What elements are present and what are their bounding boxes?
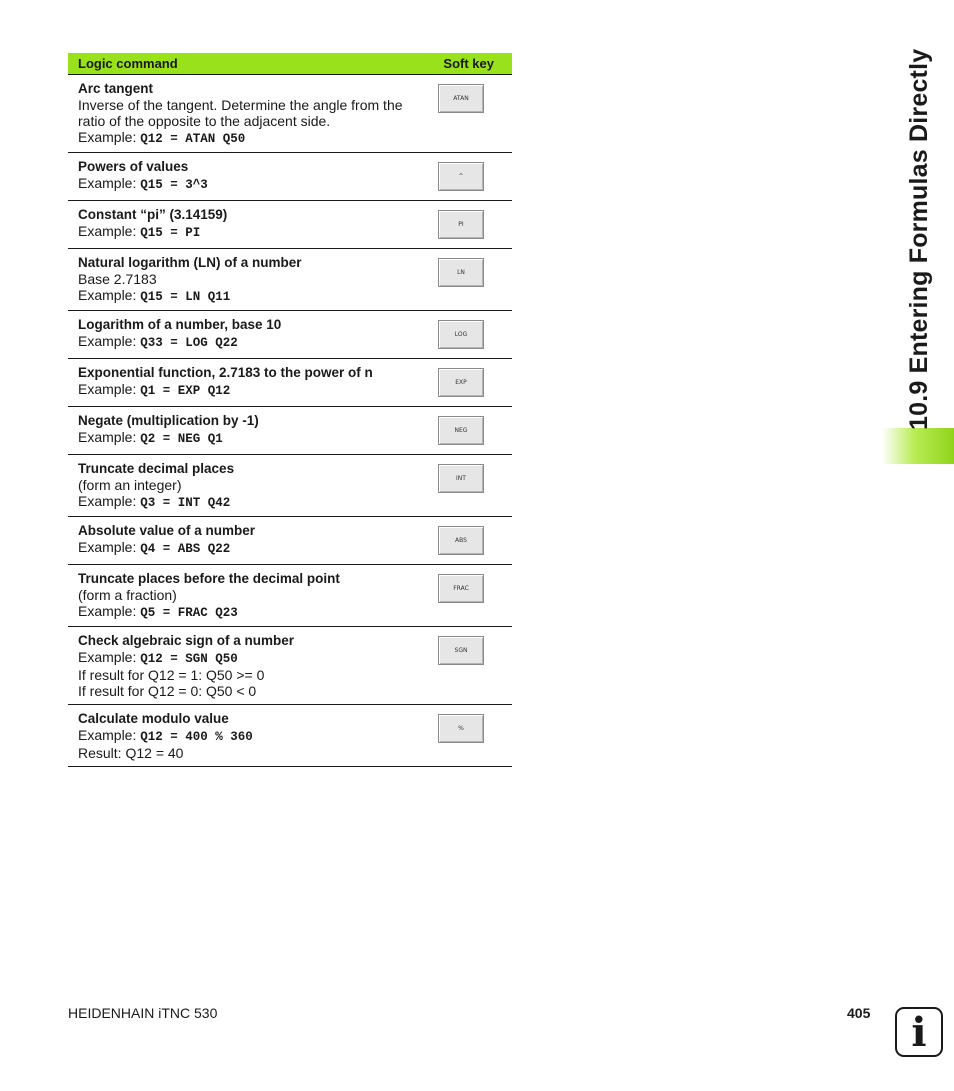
command-title: Truncate places before the decimal point bbox=[78, 571, 340, 586]
command-title: Absolute value of a number bbox=[78, 523, 256, 538]
example-line bbox=[78, 727, 428, 745]
example-code: Q3 = INT Q42 bbox=[140, 496, 231, 510]
command-title: Truncate decimal places bbox=[78, 461, 235, 476]
example-label: Example: bbox=[78, 223, 141, 239]
table-row bbox=[68, 249, 512, 311]
command-description bbox=[78, 207, 428, 241]
command-title: Check algebraic sign of a number bbox=[78, 633, 295, 648]
example-code: Q12 = ATAN Q50 bbox=[140, 132, 246, 146]
table-row bbox=[68, 153, 512, 201]
example-label: Example: bbox=[78, 603, 141, 619]
example-code: Q15 = PI bbox=[140, 226, 201, 240]
command-title: Constant “pi” (3.14159) bbox=[78, 207, 228, 222]
soft-key-pi[interactable]: PI bbox=[438, 210, 484, 239]
example-code: Q5 = FRAC Q23 bbox=[140, 606, 238, 620]
soft-key-exp[interactable]: EXP bbox=[438, 368, 484, 397]
result-line: If result for Q12 = 0: Q50 < 0 bbox=[78, 683, 257, 699]
example-code: Q12 = 400 % 360 bbox=[140, 730, 253, 744]
table-row bbox=[68, 359, 512, 407]
soft-key-sgn[interactable]: SGN bbox=[438, 636, 484, 665]
soft-key-neg[interactable]: NEG bbox=[438, 416, 484, 445]
command-description bbox=[78, 413, 428, 447]
example-label: Example: bbox=[78, 333, 141, 349]
soft-key-abs[interactable]: ABS bbox=[438, 526, 484, 555]
soft-key-atan[interactable]: ATAN bbox=[438, 84, 484, 113]
command-description bbox=[78, 365, 428, 399]
footer-manual-title: HEIDENHAIN iTNC 530 bbox=[68, 1005, 218, 1021]
example-line bbox=[78, 333, 428, 351]
example-line bbox=[78, 493, 428, 511]
example-code: Q2 = NEG Q1 bbox=[140, 432, 223, 446]
command-title: Powers of values bbox=[78, 159, 189, 174]
command-title: Natural logarithm (LN) of a number bbox=[78, 255, 302, 270]
table-row bbox=[68, 627, 512, 705]
command-description bbox=[78, 81, 428, 147]
command-title: Exponential function, 2.7183 to the power of n bbox=[78, 365, 373, 380]
command-description bbox=[78, 159, 428, 193]
command-title: Negate (multiplication by -1) bbox=[78, 413, 259, 428]
soft-key-frac[interactable]: FRAC bbox=[438, 574, 484, 603]
table-header bbox=[68, 53, 512, 75]
example-label: Example: bbox=[78, 649, 141, 665]
example-label: Example: bbox=[78, 727, 141, 743]
soft-key-log[interactable]: LOG bbox=[438, 320, 484, 349]
header-logic-command: Logic command bbox=[78, 56, 178, 71]
example-code: Q15 = LN Q11 bbox=[140, 290, 231, 304]
table-row bbox=[68, 705, 512, 767]
example-label: Example: bbox=[78, 287, 141, 303]
example-code: Q15 = 3^3 bbox=[140, 178, 208, 192]
header-soft-key: Soft key bbox=[443, 56, 494, 71]
example-line bbox=[78, 539, 428, 557]
command-title: Logarithm of a number, base 10 bbox=[78, 317, 282, 332]
example-code: Q1 = EXP Q12 bbox=[140, 384, 231, 398]
example-label: Example: bbox=[78, 493, 141, 509]
description-line: (form a fraction) bbox=[78, 587, 177, 603]
info-icon: i bbox=[895, 1007, 943, 1057]
soft-key-mod[interactable]: % bbox=[438, 714, 484, 743]
example-line bbox=[78, 603, 428, 621]
table-row bbox=[68, 201, 512, 249]
example-line bbox=[78, 129, 428, 147]
description-line: Base 2.7183 bbox=[78, 271, 157, 287]
example-line bbox=[78, 287, 428, 305]
example-line bbox=[78, 175, 428, 193]
command-description bbox=[78, 317, 428, 351]
table-row bbox=[68, 517, 512, 565]
example-label: Example: bbox=[78, 429, 141, 445]
chapter-tab bbox=[882, 428, 954, 464]
example-code: Q4 = ABS Q22 bbox=[140, 542, 231, 556]
result-line: If result for Q12 = 1: Q50 >= 0 bbox=[78, 667, 265, 683]
example-code: Q33 = LOG Q22 bbox=[140, 336, 238, 350]
command-description bbox=[78, 633, 428, 699]
command-description bbox=[78, 711, 428, 761]
table-body bbox=[68, 75, 512, 767]
example-line bbox=[78, 381, 428, 399]
example-label: Example: bbox=[78, 381, 141, 397]
command-description bbox=[78, 461, 428, 511]
example-label: Example: bbox=[78, 175, 141, 191]
soft-key-ln[interactable]: LN bbox=[438, 258, 484, 287]
command-description bbox=[78, 571, 428, 621]
example-label: Example: bbox=[78, 539, 141, 555]
table-row bbox=[68, 311, 512, 359]
command-description bbox=[78, 523, 428, 557]
table-row bbox=[68, 565, 512, 627]
table-row bbox=[68, 75, 512, 153]
soft-key-power[interactable]: ^ bbox=[438, 162, 484, 191]
table-row bbox=[68, 455, 512, 517]
description-line: ratio of the opposite to the adjacent side. bbox=[78, 113, 331, 129]
command-title: Calculate modulo value bbox=[78, 711, 229, 726]
page-number: 405 bbox=[847, 1005, 871, 1021]
example-line bbox=[78, 429, 428, 447]
description-line: (form an integer) bbox=[78, 477, 182, 493]
example-line bbox=[78, 223, 428, 241]
logic-command-table bbox=[68, 53, 512, 767]
chapter-title: 10.9 Entering Formulas Directly bbox=[905, 48, 933, 430]
description-line: Inverse of the tangent. Determine the angle from the bbox=[78, 97, 403, 113]
command-title: Arc tangent bbox=[78, 81, 154, 96]
example-line bbox=[78, 649, 428, 667]
example-code: Q12 = SGN Q50 bbox=[140, 652, 238, 666]
soft-key-int[interactable]: INT bbox=[438, 464, 484, 493]
example-label: Example: bbox=[78, 129, 141, 145]
command-description bbox=[78, 255, 428, 305]
result-line: Result: Q12 = 40 bbox=[78, 745, 184, 761]
table-row bbox=[68, 407, 512, 455]
